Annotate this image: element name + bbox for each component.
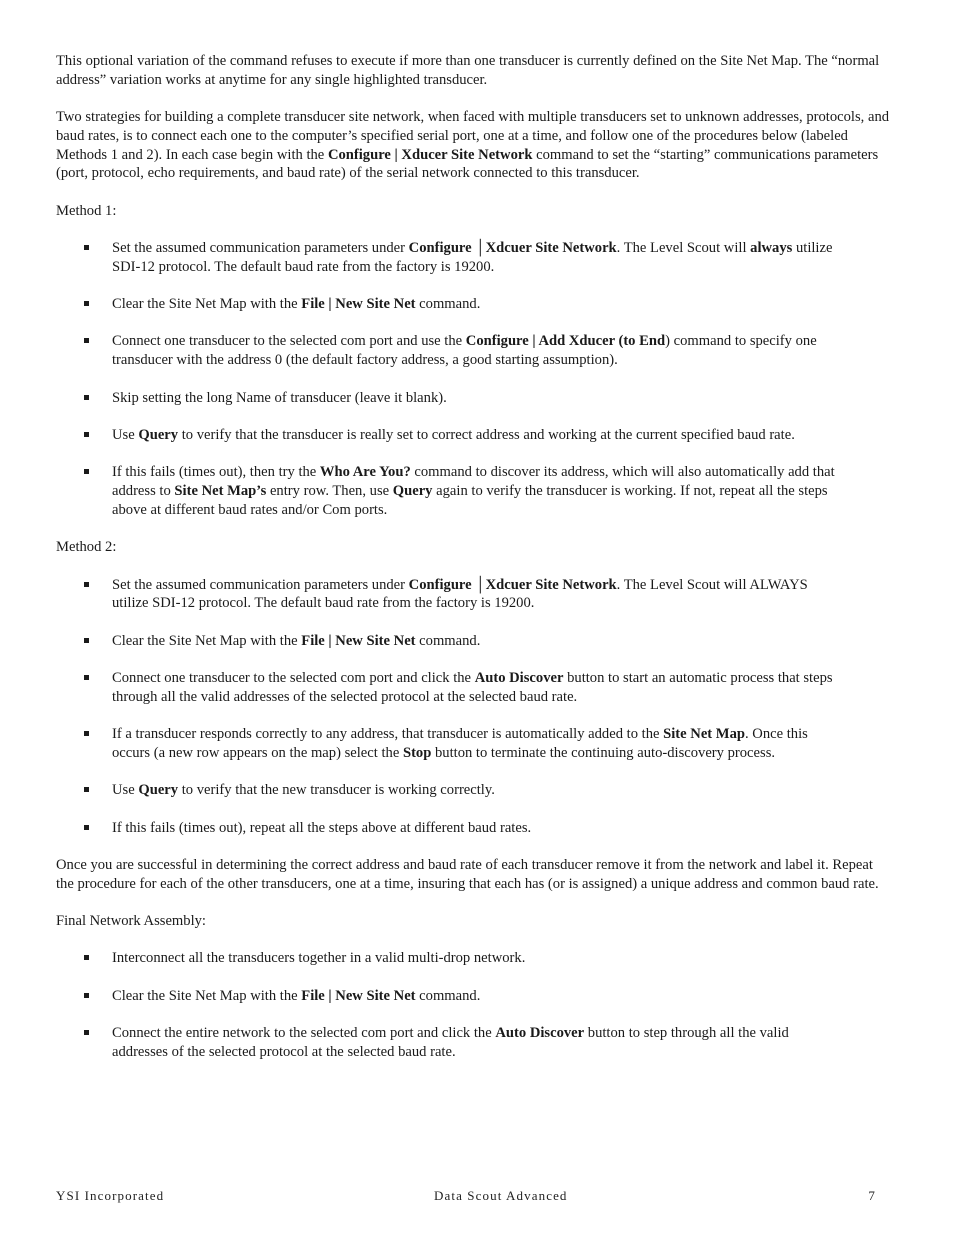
list-item — [56, 295, 892, 314]
item-text: to verify that the transducer is really set to correct address and working at the current specified baud rate. — [178, 426, 795, 443]
item-text: button to step through all the valid addresses of the selected protocol at the selected baud rate. — [112, 1025, 789, 1060]
bullet-icon — [84, 582, 89, 587]
page-footer — [56, 1188, 876, 1204]
item-text: again to verify the transducer is working. If not, repeat all the steps above at different baud rates and/or Com ports. — [112, 483, 828, 518]
bullet-icon — [84, 245, 89, 250]
item-text: . The Level Scout will — [616, 239, 751, 256]
list-item — [56, 389, 892, 408]
item-text: Set the assumed communication parameters under — [112, 239, 409, 256]
final-assembly-heading: Final Network Assembly: — [56, 913, 206, 930]
item-bold: Query — [138, 782, 179, 799]
item-text: Connect one transducer to the selected com port and use the — [112, 333, 466, 350]
list-item — [56, 576, 892, 613]
item-bold: Who Are You? — [319, 464, 411, 481]
list-item — [56, 1024, 892, 1061]
method-2-list — [56, 576, 892, 838]
item-bold: Configure | Add Xducer (to End — [465, 333, 666, 350]
item-text: Skip setting the long Name of transducer (leave it blank). — [112, 389, 447, 406]
item-bold: Site Net Map — [663, 726, 745, 743]
bullet-icon — [84, 825, 89, 830]
bullet-icon — [84, 432, 89, 437]
item-text: command to discover its address, which will also automatically add that address to — [112, 464, 835, 500]
list-item — [56, 669, 892, 706]
item-text: If a transducer responds correctly to any address, that transducer is automatically added to the — [112, 726, 664, 743]
list-item — [56, 725, 892, 762]
item-text: command. — [415, 632, 481, 649]
bullet-icon — [84, 338, 89, 343]
bullet-icon — [84, 1030, 89, 1035]
item-text: ) command to specify one transducer with the address 0 (the default factory address, a good starting assumption). — [112, 333, 817, 369]
bullet-icon — [84, 787, 89, 792]
outro-paragraph: Once you are successful in determining the correct address and baud rate of each transducer remove it from the network and label it. Repeat the procedure for each of the other transducers, one at a time, insuring that each has (or is assigned) a unique address and common baud rate. — [56, 856, 879, 892]
page-content — [56, 52, 892, 1080]
item-bold: File | New Site Net — [301, 632, 416, 649]
bullet-icon — [84, 731, 89, 736]
intro-paragraph-1 — [56, 52, 892, 89]
list-item — [56, 239, 892, 276]
intro-bold-command: Configure | Xducer Site Network — [327, 146, 533, 163]
item-bold: File | New Site Net — [301, 987, 416, 1004]
list-item — [56, 987, 892, 1006]
item-text: button to terminate the continuing auto-discovery process. — [431, 744, 776, 761]
list-item — [56, 632, 892, 651]
item-text: If this fails (times out), then try the — [112, 464, 320, 481]
item-text: Use — [112, 426, 139, 443]
bullet-icon — [84, 955, 89, 960]
bullet-icon — [84, 395, 89, 400]
intro-paragraph-2 — [56, 108, 892, 183]
item-bold: Auto Discover — [474, 670, 564, 687]
intro-text-2c: command to set the “starting” communications parameters (port, protocol, echo requirements, and baud rate) of the serial network connected to this transducer. — [56, 146, 879, 182]
item-bold: Auto Discover — [495, 1025, 585, 1042]
item-text: Connect one transducer to the selected com port and click the — [112, 670, 475, 687]
bullet-icon — [84, 675, 89, 680]
final-assembly-list — [56, 949, 892, 1061]
list-item — [56, 949, 892, 968]
item-text: If this fails (times out), repeat all the steps above at different baud rates. — [112, 819, 532, 836]
list-item — [56, 332, 892, 369]
list-item — [56, 819, 892, 838]
bullet-icon — [84, 469, 89, 474]
item-text: Clear the Site Net Map with the — [112, 987, 302, 1004]
item-text: Use — [112, 782, 139, 799]
intro-text-1: This optional variation of the command refuses to execute if more than one transducer is currently defined on the Site Net Map. The “normal address” variation works at anytime for any single highlighted transducer. — [56, 53, 880, 88]
item-bold: Configure │Xdcuer Site Network — [408, 576, 617, 593]
bullet-icon — [84, 301, 89, 306]
item-bold: Configure │Xdcuer Site Network — [408, 239, 617, 256]
footer-product: Data Scout Advanced — [434, 1188, 568, 1203]
item-text: command. — [415, 987, 481, 1004]
item-bold: always — [750, 239, 793, 256]
item-bold: Stop — [402, 744, 432, 761]
bullet-icon — [84, 638, 89, 643]
method-2-heading: Method 2: — [56, 539, 117, 556]
footer-page-number: 7 — [868, 1188, 876, 1203]
list-item — [56, 781, 892, 800]
item-text: Connect the entire network to the selected com port and click the — [112, 1025, 496, 1042]
item-text: Clear the Site Net Map with the — [112, 296, 302, 313]
item-text: to verify that the new transducer is working correctly. — [178, 782, 495, 799]
method-1-list — [56, 239, 892, 519]
item-text: entry row. Then, use — [266, 483, 393, 500]
item-bold: Query — [392, 483, 433, 500]
item-text: . The Level Scout will ALWAYS utilize SDI-12 protocol. The default baud rate from the factory is 19200. — [112, 576, 808, 612]
list-item — [56, 426, 892, 445]
item-bold: Site Net Map’s — [174, 483, 267, 500]
item-text: button to start an automatic process that steps through all the valid addresses of the selected protocol at the selected baud rate. — [112, 670, 833, 705]
item-text: command. — [415, 296, 481, 313]
footer-company: YSI Incorporated — [56, 1188, 165, 1203]
item-bold: Query — [138, 426, 179, 443]
method-1-heading: Method 1: — [56, 202, 117, 219]
intro-text-2a: Two strategies for building a complete transducer site network, when faced with multiple transducers set to unknown addresses, protocols, and baud rates, is to connect each one to the computer’s specified serial port, one at a time, and follow one of the procedures below (labeled Methods 1 and 2). In each case begin with the — [56, 109, 890, 163]
item-text: Clear the Site Net Map with the — [112, 632, 302, 649]
list-item — [56, 463, 892, 519]
item-text: Interconnect all the transducers together in a valid multi-drop network. — [112, 950, 526, 967]
item-text: Set the assumed communication parameters under — [112, 576, 409, 593]
item-text: . Once this occurs (a new row appears on the map) select the — [112, 726, 808, 761]
item-text: utilize SDI-12 protocol. The default baud rate from the factory is 19200. — [112, 239, 833, 275]
item-bold: File | New Site Net — [301, 296, 416, 313]
bullet-icon — [84, 993, 89, 998]
